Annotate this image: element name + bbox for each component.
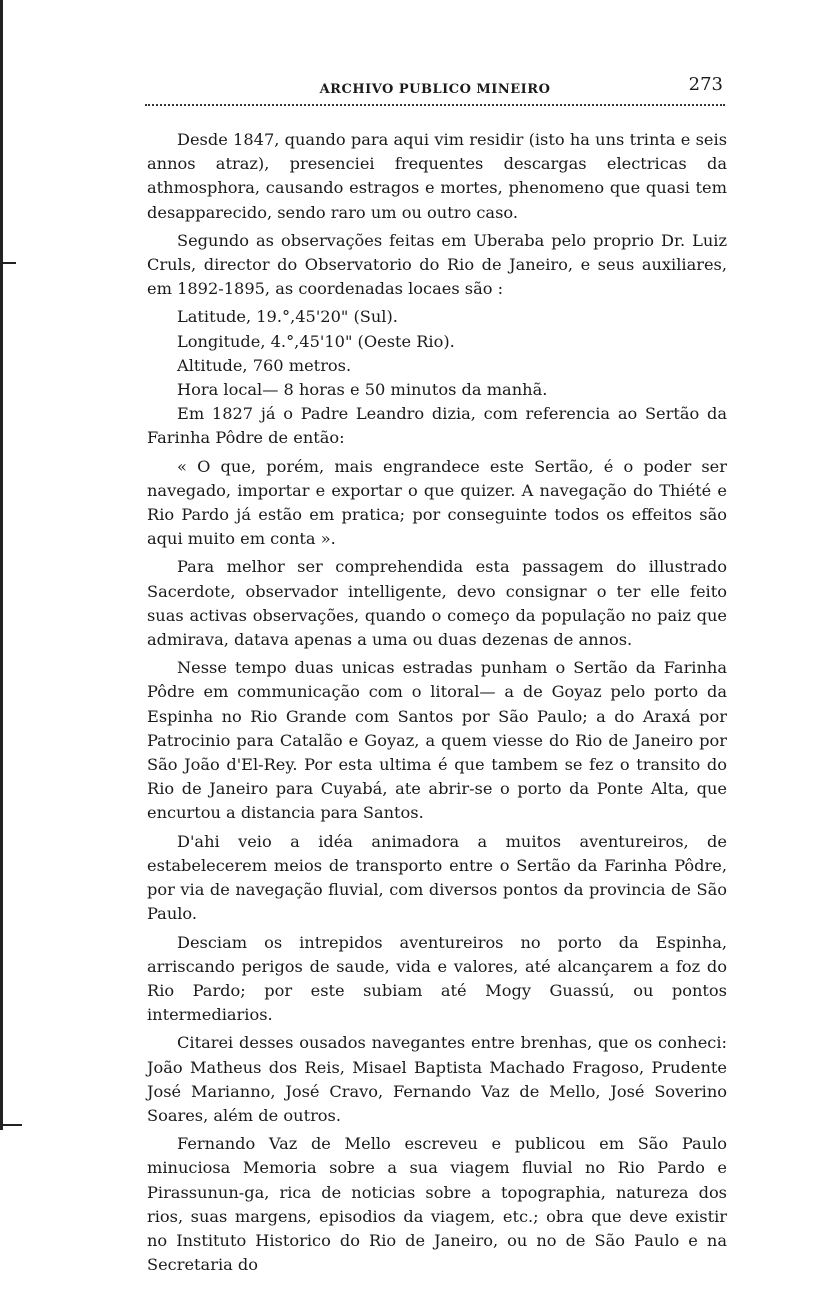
coordinate-line: Latitude, 19.°,45'20" (Sul). <box>177 307 398 327</box>
body-text <box>147 128 727 1281</box>
paragraph: Fernando Vaz de Mello escreveu e publicou em São Paulo minuciosa Memoria sobre a sua viagem fluvial no Rio Pardo e Pirassunun-ga, rica de noticias sobre a topographia, natureza dos rios, suas margens, episodios da viagem, etc.; obra que deve existir no Instituto Historico do Rio de Janeiro, ou no de São Paulo e na Secretaria do <box>147 1134 727 1275</box>
margin-tick <box>0 262 16 264</box>
paragraph: Desde 1847, quando para aqui vim residir (isto ha uns trinta e seis annos atraz), presenciei frequentes descargas electricas da athmosphora, causando estragos e mortes, phenomeno que quasi tem desapparecido, sendo raro um ou outro caso. <box>147 130 727 222</box>
margin-tick <box>0 1124 22 1126</box>
coordinate-line: Altitude, 760 metros. <box>177 355 352 375</box>
header-rule <box>145 104 725 106</box>
left-margin-rule <box>0 0 11 1130</box>
paragraph: D'ahi veio a idéa animadora a muitos aventureiros, de estabelecerem meios de transporto entre o Sertão da Farinha Pôdre, por via de navegação fluvial, com diversos pontos da provincia de São Paulo. <box>147 831 727 924</box>
paragraph: Para melhor ser comprehendida esta passagem do illustrado Sacerdote, observador intelligente, devo consignar o ter elle feito suas activas observações, quando o começo da população no paiz que admirava, datava apenas a uma ou duas dezenas de annos. <box>147 557 727 650</box>
paragraph: Em 1827 já o Padre Leandro dizia, com referencia ao Sertão da Farinha Pôdre de então: <box>147 404 727 448</box>
coordinate-line: Longitude, 4.°,45'10" (Oeste Rio). <box>177 331 455 351</box>
paragraph: Nesse tempo duas unicas estradas punham o Sertão da Farinha Pôdre em communicação com o litoral— a de Goyaz pelo porto da Espinha no Rio Grande com Santos por São Paulo; a do Araxá por Patrocinio para Catalão e Goyaz, a quem viesse do Rio de Janeiro por São João d'El-Rey. Por esta ultima é que tambem se fez o transito do Rio de Janeiro para Cuyabá, ate abrir-se o porto da Ponte Alta, que encurtou a distancia para Santos. <box>147 658 727 823</box>
running-title: ARCHIVO PUBLICO MINEIRO <box>319 82 551 97</box>
page-number: 273 <box>688 74 723 95</box>
paragraph: Desciam os intrepidos aventureiros no porto da Espinha, arriscando perigos de saude, vida e valores, até alcançarem a foz do Rio Pardo; por este subiam até Mogy Guassú, ou pontos intermediarios. <box>147 932 727 1025</box>
paragraph: Segundo as observações feitas em Uberaba pelo proprio Dr. Luiz Cruls, director do Observatorio do Rio de Janeiro, e seus auxiliares, em 1892-1895, as coordenadas locaes são : <box>147 230 727 299</box>
quotation: « O que, porém, mais engrandece este Sertão, é o poder ser navegado, importar e exportar o que quizer. A navegação do Thiété e Rio Pardo já estão em pratica; por conseguinte todos os effeitos são aqui muito em conta ». <box>147 456 727 549</box>
page-header <box>145 74 725 104</box>
coordinate-line: Hora local— 8 horas e 50 minutos da manhã. <box>177 380 548 400</box>
paragraph: Citarei desses ousados navegantes entre brenhas, que os conheci: João Matheus dos Reis, Misael Baptista Machado Fragoso, Prudente José Marianno, José Cravo, Fernando Vaz de Mello, José Soverino Soares, além de outros. <box>147 1033 727 1125</box>
